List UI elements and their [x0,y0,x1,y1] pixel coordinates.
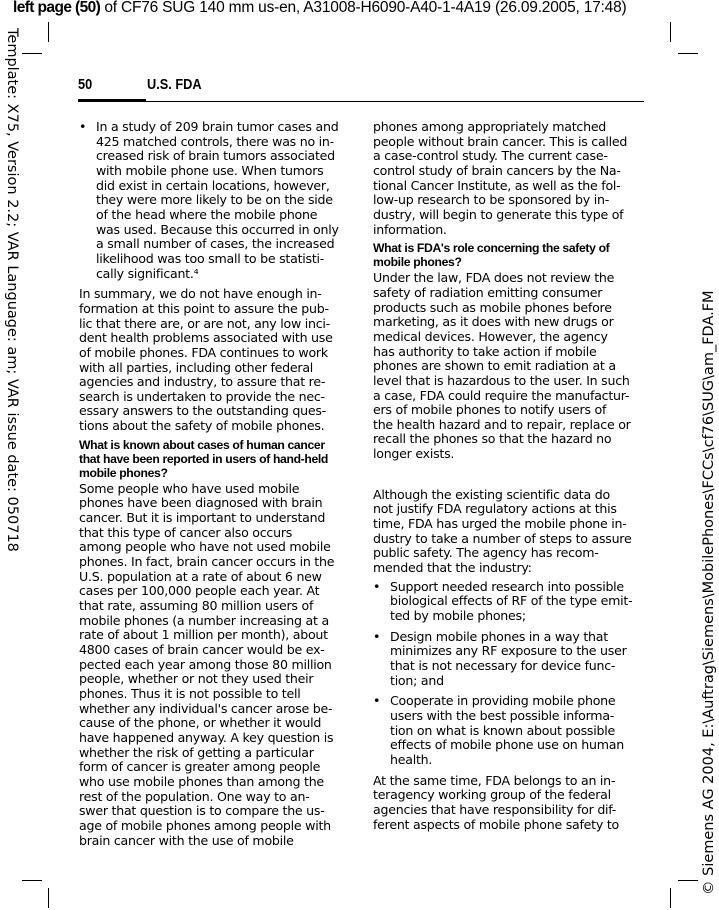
text-line: whether the risk of getting a particular [79,744,314,760]
text-line: form of cancer is greater among people [79,759,321,775]
text-line: Cooperate in providing mobile phone [390,693,616,709]
text-line: teragency working group of the federal [373,787,611,803]
text-line: In summary, we do not have enough in- [79,286,322,302]
text-line: lic that there are, or are not, any low inci- [79,315,330,331]
text-line: was used. Because this occurred in only [96,221,339,237]
text-line: information. [373,221,447,237]
crop-mark [670,888,671,908]
paragraph [373,488,648,576]
text-line: ers of mobile phones to notify users of [373,402,607,418]
header-rule [78,101,644,102]
text-line: recall the phones so that the hazard no [373,431,612,447]
text-line: of mobile phones. FDA continues to work [79,344,328,360]
bullet-item [373,694,648,767]
text-line: Some people who have used mobile [79,480,300,496]
print-info-line [13,0,626,17]
text-line: tion; and [390,672,444,688]
text-line: What is known about cases of human cancer [79,437,325,452]
text-line: a case, FDA could require the manufactur- [373,387,630,403]
text-line: tional Cancer Institute, as well as the fol- [373,177,621,193]
text-line: phones. Thus it is not possible to tell [79,685,301,701]
text-line: with mobile phone use. When tumors [96,162,324,178]
paragraph [373,271,648,462]
text-line: phones among appropriately matched [373,119,607,134]
text-line: who use mobile phones than among the [79,773,324,789]
right-column [373,120,648,836]
text-line: minimizes any RF exposure to the user [390,643,627,659]
bullet-item [373,630,648,689]
text-line: Design mobile phones in a way that [390,628,608,644]
text-line: mobile phones (a number increasing at a [79,612,329,628]
crop-mark [22,880,42,881]
text-line: likelihood was too small to be statisti- [96,250,325,266]
text-line: brain cancer with the use of mobile [79,832,294,848]
text-line: 4800 cases of brain cancer would be ex- [79,642,325,657]
text-line: users with the best possible informa- [390,707,615,723]
text-line: dustry, will begin to generate this type of [373,206,624,222]
crop-mark [22,53,42,54]
text-line: dustry to take a number of steps to assure [373,530,632,546]
bullet-icon: • [373,578,381,594]
paragraph [373,120,648,237]
text-line: phones are shown to emit radiation at a [373,358,616,374]
text-line: people, whether or not they used their [79,671,314,687]
text-line: level that is hazardous to the user. In such [373,372,630,388]
text-line: agencies and industry, to assure that re- [79,374,326,390]
text-line: search is undertaken to provide the nec- [79,388,325,404]
text-line: medical devices. However, the agency [373,328,608,344]
text-line: mended that the industry: [373,560,532,576]
text-line: a small number of cases, the increased [96,236,335,252]
text-line: health. [390,751,433,767]
text-line: control study of brain cancers by the Na- [373,162,621,178]
text-line: dent health problems associated with use [79,330,333,346]
text-line: agencies that have responsibility for dif- [373,801,617,817]
text-line: they were more likely to be on the side [96,192,333,208]
text-line: whether any individual's cancer arose be- [79,700,333,716]
text-line: that this type of cancer also occurs [79,524,293,540]
text-line: low-up research to be sponsored by in- [373,192,610,208]
text-line: age of mobile phones among people with [79,817,331,833]
crop-mark [678,53,698,54]
text-line: have happened anyway. A key question is [79,729,334,745]
subheading [79,438,349,480]
text-line: biological effects of RF of the type emit- [390,593,633,609]
text-line: public safety. The agency has recom- [373,545,599,561]
bullet-item [373,580,648,624]
page-number: 50 [78,76,93,93]
text-line: phones have been diagnosed with brain [79,495,323,511]
text-line: products such as mobile phones before [373,299,612,315]
text-line: At the same time, FDA belongs to an in- [373,772,616,788]
paragraph [373,774,648,833]
text-line: phones. In fact, brain cancer occurs in the [79,554,335,570]
text-line: has authority to take action if mobile [373,343,597,359]
crop-mark [48,888,49,908]
crop-mark [48,22,49,42]
text-line: not justify FDA regulatory actions at this [373,501,617,517]
text-line: ted by mobile phones; [390,608,526,624]
subheading [373,241,648,269]
text-line: cancer. But it is important to understand [79,510,326,526]
left-column [79,120,349,852]
crop-mark [670,22,671,42]
template-info-vertical: Template: X75, Version 2.2; VAR Language: am; VAR issue date: 050718 [4,28,20,552]
text-line: Support needed research into possible [390,578,624,594]
bullet-item [79,120,349,281]
text-line: a case-control study. The current case- [373,148,608,164]
text-line: pected each year among those 80 million [79,656,332,672]
text-line: formation at this point to assure the pub- [79,300,329,316]
print-info-bold: left page (50) [13,0,101,16]
text-line: rate of about 1 million per month), about [79,627,328,643]
text-line: tions about the safety of mobile phones. [79,418,325,434]
text-line: mobile phones? [373,255,462,270]
text-line: safety of radiation emitting consumer [373,284,603,300]
text-line: marketing, as it does with new drugs or [373,314,614,330]
text-line: Although the existing scientific data do [373,486,610,502]
text-line: effects of mobile phone use on human [390,737,624,753]
text-line: cause of the phone, or whether it would [79,715,322,731]
text-line: cally significant.⁴ [96,265,199,281]
bullet-icon: • [79,119,87,134]
print-info-rest: of CF76 SUG 140 mm us-en, A31008-H6090-A40-1-4A19 (26.09.2005, 17:48) [100,0,627,16]
crop-mark [678,880,698,881]
text-line: longer exists. [373,446,455,462]
text-line: that is not necessary for device func- [390,658,616,673]
paragraph [79,287,349,434]
text-line: swer that question is to compare the us- [79,803,325,819]
text-line: time, FDA has urged the mobile phone in- [373,516,627,532]
text-line: with all parties, including other federal [79,359,314,375]
paragraph [79,482,349,848]
text-line: ferent aspects of mobile phone safety to [373,816,619,832]
text-line: essary answers to the outstanding ques- [79,403,326,419]
text-line: tion on what is known about possible [390,722,615,738]
section-title: U.S. FDA [147,76,202,93]
text-line: In a study of 209 brain tumor cases and [96,119,339,134]
text-line: rest of the population. One way to an- [79,788,310,804]
text-line: the health hazard and to repair, replace or [373,416,631,432]
text-line: cases per 100,000 people each year. At [79,583,320,599]
text-line: people without brain cancer. This is called [373,133,628,149]
text-line: mobile phones? [79,465,168,480]
text-line: of the head where the mobile phone [96,206,318,222]
text-line: that rate, assuming 80 million users of [79,598,314,614]
bullet-icon: • [373,628,381,644]
spacer [373,466,648,488]
text-line: that have been reported in users of hand-held [79,451,329,466]
text-line: creased risk of brain tumors associated [96,148,335,164]
copyright-path-vertical: © Siemens AG 2004, E:\Auftrag\Siemens\MobilePhones\FCCs\cf76\SUG\am_FDA.FM [701,290,717,895]
text-line: did exist in certain locations, however, [96,177,330,193]
text-line: What is FDA's role concerning the safety of [373,241,610,256]
text-line: Under the law, FDA does not review the [373,270,615,286]
text-line: among people who have not used mobile [79,539,331,555]
text-line: U.S. population at a rate of about 6 new [79,568,322,584]
text-line: 425 matched controls, there was no in- [96,133,334,149]
bullet-icon: • [373,693,381,709]
